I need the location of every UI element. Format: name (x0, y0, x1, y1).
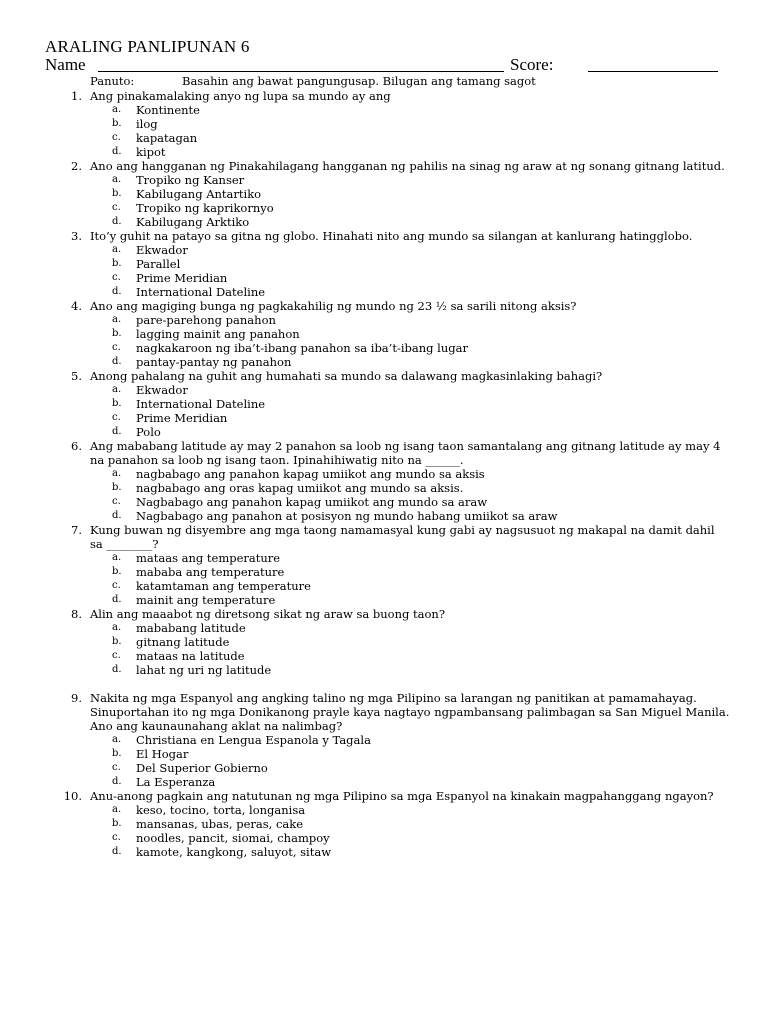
choice-letter: c. (112, 132, 121, 143)
answer-choice[interactable] (0, 271, 768, 285)
answer-choice[interactable] (0, 761, 768, 775)
choice-letter: b. (112, 748, 122, 759)
choice-letter: b. (112, 566, 122, 577)
choice-text: Christiana en Lengua Espanola y Tagala (136, 733, 371, 747)
choice-letter: b. (112, 636, 122, 647)
choice-letter: a. (112, 622, 122, 633)
score-label: Score: (510, 55, 554, 74)
answer-choice[interactable] (0, 173, 768, 187)
question-text: Ang mababang latitude ay may 2 panahon sa loob ng isang taon samantalang ang gitnang latitude ay may 4 na panahon sa loob ng isang taon. Ipinahihiwatig nito na ______. (90, 439, 721, 467)
answer-choice[interactable] (0, 663, 768, 677)
question-text: Ano ang hangganan ng Pinakahilagang hangganan ng pahilis na sinag ng araw at ng sonang gitnang latitud. (90, 159, 725, 173)
answer-choice[interactable] (0, 383, 768, 397)
choice-letter: a. (112, 468, 122, 479)
choice-text: pantay-pantay ng panahon (136, 355, 292, 369)
choice-letter: d. (112, 664, 122, 675)
choice-letter: a. (112, 552, 122, 563)
choice-letter: c. (112, 650, 121, 661)
answer-choice[interactable] (0, 425, 768, 439)
answer-choice[interactable] (0, 145, 768, 159)
choice-text: mataas ang temperature (136, 551, 281, 565)
question-item (0, 691, 768, 789)
question-number: 3. (71, 229, 82, 243)
choice-text: lagging mainit ang panahon (136, 327, 300, 341)
question-text: Ito’y guhit na patayo sa gitna ng globo. Hinahati nito ang mundo sa silangan at kanlurang hatingglobo. (90, 229, 693, 243)
question-item (0, 789, 768, 859)
answer-choice[interactable] (0, 215, 768, 229)
choice-text: kipot (136, 145, 166, 159)
choice-letter: a. (112, 104, 122, 115)
question-item (0, 159, 768, 229)
choice-text: International Dateline (136, 397, 266, 411)
choice-text: ilog (136, 117, 158, 131)
choice-letter: a. (112, 244, 122, 255)
spacer (0, 677, 768, 691)
choice-letter: a. (112, 804, 122, 815)
answer-choice[interactable] (0, 747, 768, 761)
choice-text: gitnang latitude (136, 635, 230, 649)
question-item (0, 89, 768, 159)
directions (90, 74, 536, 88)
choice-letter: c. (112, 762, 121, 773)
choice-text: Kabilugang Arktiko (136, 215, 250, 229)
choice-letter: b. (112, 398, 122, 409)
choice-letter: d. (112, 776, 122, 787)
choice-text: Polo (136, 425, 161, 439)
question-text: Anu-anong pagkain ang natutunan ng mga Pilipino sa mga Espanyol na kinakain magpahanggang ngayon? (90, 789, 714, 803)
answer-choice[interactable] (0, 187, 768, 201)
choice-text: La Esperanza (136, 775, 216, 789)
answer-choice[interactable] (0, 593, 768, 607)
score-blank-line (588, 71, 718, 72)
choice-letter: b. (112, 482, 122, 493)
answer-choice[interactable] (0, 803, 768, 817)
choice-text: Prime Meridian (136, 411, 228, 425)
question-text: Alin ang maaabot ng diretsong sikat ng araw sa buong taon? (90, 607, 445, 621)
choice-list (0, 243, 768, 299)
choice-text: mababa ang temperature (136, 565, 285, 579)
question-number: 10. (63, 789, 82, 803)
choice-text: mainit ang temperature (136, 593, 276, 607)
choice-letter: d. (112, 146, 122, 157)
question-text: Anong pahalang na guhit ang humahati sa mundo sa dalawang magkasinlaking bahagi? (90, 369, 603, 383)
question-number: 2. (71, 159, 82, 173)
choice-letter: d. (112, 216, 122, 227)
directions-text: Basahin ang bawat pangungusap. Bilugan ang tamang sagot (182, 74, 536, 88)
choice-list (0, 383, 768, 439)
answer-choice[interactable] (0, 635, 768, 649)
choice-text: Nagbabago ang panahon kapag umiikot ang mundo sa araw (136, 495, 488, 509)
choice-list (0, 733, 768, 789)
choice-letter: b. (112, 818, 122, 829)
choice-letter: d. (112, 594, 122, 605)
question-text: Ang pinakamalaking anyo ng lupa sa mundo ay ang (90, 89, 391, 103)
answer-choice[interactable] (0, 775, 768, 789)
choice-text: Tropiko ng Kanser (136, 173, 245, 187)
choice-list (0, 103, 768, 159)
choice-text: nagbabago ang oras kapag umiikot ang mundo sa aksis. (136, 481, 464, 495)
choice-letter: b. (112, 188, 122, 199)
answer-choice[interactable] (0, 621, 768, 635)
choice-letter: b. (112, 328, 122, 339)
question-item (0, 607, 768, 677)
question-text: Ano ang magiging bunga ng pagkakahilig ng mundo ng 23 ½ sa sarili nitong aksis? (90, 299, 577, 313)
choice-text: Ekwador (136, 383, 188, 397)
choice-list (0, 621, 768, 677)
question-number: 6. (71, 439, 82, 453)
name-blank-line (98, 71, 504, 72)
choice-text: keso, tocino, torta, longanisa (136, 803, 306, 817)
choice-letter: b. (112, 258, 122, 269)
choice-text: Del Superior Gobierno (136, 761, 268, 775)
answer-choice[interactable] (0, 649, 768, 663)
answer-choice[interactable] (0, 103, 768, 117)
answer-choice[interactable] (0, 131, 768, 145)
choice-text: nagbabago ang panahon kapag umiikot ang mundo sa aksis (136, 467, 485, 481)
choice-list (0, 313, 768, 369)
question-item (0, 299, 768, 369)
choice-text: katamtaman ang temperature (136, 579, 311, 593)
choice-letter: b. (112, 118, 122, 129)
answer-choice[interactable] (0, 117, 768, 131)
choice-letter: a. (112, 734, 122, 745)
answer-choice[interactable] (0, 285, 768, 299)
answer-choice[interactable] (0, 257, 768, 271)
choice-letter: d. (112, 356, 122, 367)
answer-choice[interactable] (0, 313, 768, 327)
question-number: 8. (71, 607, 82, 621)
question-number: 5. (71, 369, 82, 383)
choice-text: Tropiko ng kaprikornyo (136, 201, 274, 215)
question-item (0, 369, 768, 439)
answer-choice[interactable] (0, 817, 768, 831)
answer-choice[interactable] (0, 355, 768, 369)
answer-choice[interactable] (0, 495, 768, 509)
choice-text: International Dateline (136, 285, 266, 299)
choice-text: El Hogar (136, 747, 189, 761)
choice-text: kapatagan (136, 131, 198, 145)
answer-choice[interactable] (0, 341, 768, 355)
choice-text: pare-parehong panahon (136, 313, 276, 327)
choice-text: Prime Meridian (136, 271, 228, 285)
answer-choice[interactable] (0, 481, 768, 495)
choice-text: Nagbabago ang panahon at posisyon ng mundo habang umiikot sa araw (136, 509, 558, 523)
question-item (0, 523, 768, 607)
choice-letter: a. (112, 314, 122, 325)
choice-text: Kontinente (136, 103, 200, 117)
answer-choice[interactable] (0, 831, 768, 845)
question-list (0, 89, 768, 859)
choice-list (0, 803, 768, 859)
question-number: 9. (71, 691, 82, 705)
choice-text: Kabilugang Antartiko (136, 187, 262, 201)
choice-letter: d. (112, 286, 122, 297)
answer-choice[interactable] (0, 327, 768, 341)
choice-letter: d. (112, 846, 122, 857)
answer-choice[interactable] (0, 579, 768, 593)
choice-letter: c. (112, 496, 121, 507)
choice-letter: d. (112, 510, 122, 521)
answer-choice[interactable] (0, 201, 768, 215)
choice-letter: a. (112, 174, 122, 185)
choice-text: Parallel (136, 257, 181, 271)
choice-text: mataas na latitude (136, 649, 245, 663)
choice-text: nagkakaroon ng iba’t-ibang panahon sa iba’t-ibang lugar (136, 341, 468, 355)
question-number: 7. (71, 523, 82, 537)
question-number: 1. (71, 89, 82, 103)
answer-choice[interactable] (0, 467, 768, 481)
choice-list (0, 467, 768, 523)
name-score-row (45, 55, 685, 75)
choice-text: lahat ng uri ng latitude (136, 663, 272, 677)
choice-text: mababang latitude (136, 621, 246, 635)
choice-letter: c. (112, 580, 121, 591)
answer-choice[interactable] (0, 411, 768, 425)
choice-letter: c. (112, 412, 121, 423)
answer-choice[interactable] (0, 845, 768, 859)
directions-label: Panuto: (90, 74, 135, 88)
choice-text: kamote, kangkong, saluyot, sitaw (136, 845, 332, 859)
choice-letter: c. (112, 342, 121, 353)
answer-choice[interactable] (0, 551, 768, 565)
choice-letter: c. (112, 832, 121, 843)
choice-letter: c. (112, 202, 121, 213)
choice-list (0, 551, 768, 607)
answer-choice[interactable] (0, 733, 768, 747)
answer-choice[interactable] (0, 509, 768, 523)
choice-text: Ekwador (136, 243, 188, 257)
answer-choice[interactable] (0, 565, 768, 579)
choice-letter: d. (112, 426, 122, 437)
choice-text: mansanas, ubas, peras, cake (136, 817, 304, 831)
worksheet-title: ARALING PANLIPUNAN 6 (45, 37, 250, 56)
question-number: 4. (71, 299, 82, 313)
name-label: Name (45, 55, 86, 74)
question-text: Kung buwan ng disyembre ang mga taong namamasyal kung gabi ay nagsusuot ng makapal na damit dahil sa ________? (90, 523, 715, 551)
answer-choice[interactable] (0, 243, 768, 257)
choice-letter: a. (112, 384, 122, 395)
question-item (0, 229, 768, 299)
answer-choice[interactable] (0, 397, 768, 411)
choice-list (0, 173, 768, 229)
question-text: Nakita ng mga Espanyol ang angking talino ng mga Pilipino sa larangan ng panitikan at pamamahayag. Sinuportahan ito ng mga Donikanong prayle kaya nagtayo ngpambansang palimbagan sa San Miguel Manila. Ano ang kaunaunahang aklat na nalimbag? (90, 691, 730, 733)
choice-text: noodles, pancit, siomai, champoy (136, 831, 330, 845)
choice-letter: c. (112, 272, 121, 283)
question-item (0, 439, 768, 523)
